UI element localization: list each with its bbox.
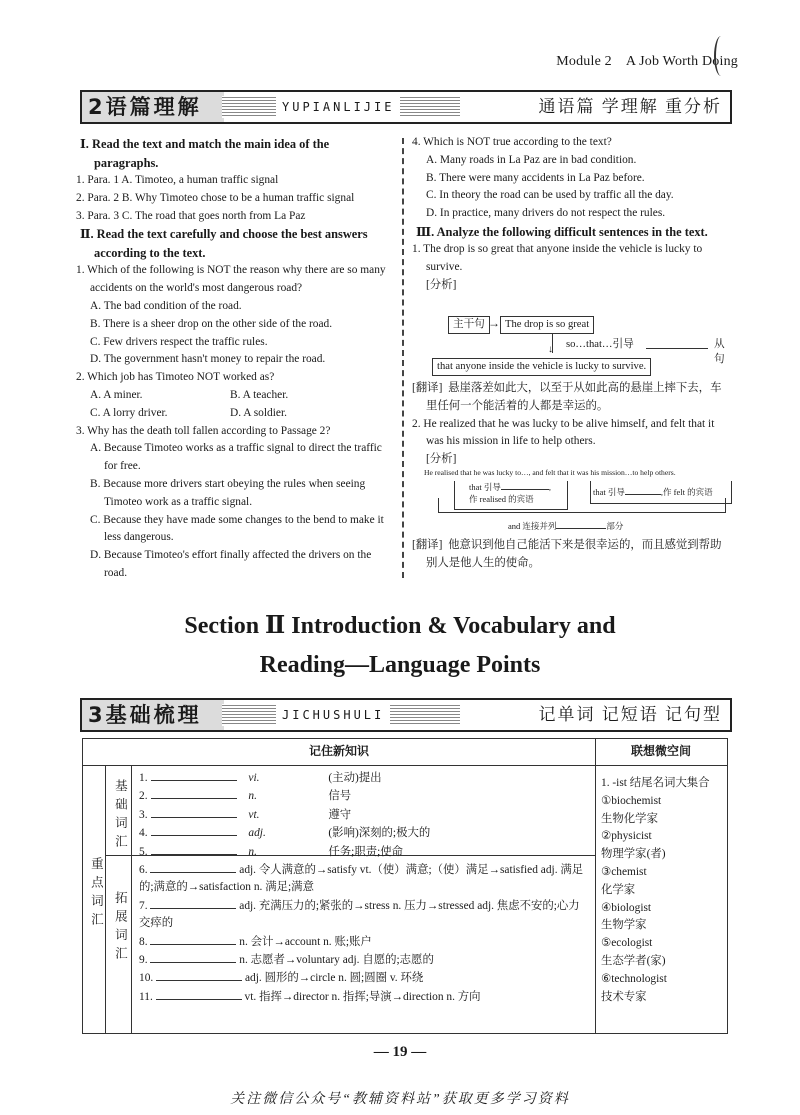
band-subtitle: 记单词 记短语 记句型 (474, 700, 730, 730)
vocab-row: 3. vt. 遵守 (139, 806, 589, 824)
section1-title: Ⅰ. Read the text and match the main idea of the paragraphs. (80, 137, 330, 170)
category-label-key-words: 重点词汇 (89, 857, 104, 931)
vocab-row: 10. adj. 圆形的→circle n. 圆;圆圈 v. 环绕 (139, 969, 589, 987)
running-header (556, 54, 738, 70)
section2-title: Ⅱ. Read the text carefully and choose the best answers according to the text. (80, 227, 368, 260)
table-divider (105, 765, 106, 1033)
table-head-left: 记住新知识 (308, 744, 369, 758)
vocab-row: 11. vt. 指挥→director n. 指挥;导演→direction n. 方向 (139, 988, 589, 1006)
option: C. In theory the road can be used by traffic all the day. (426, 189, 674, 202)
option: A. The bad condition of the road. (90, 299, 242, 312)
arrow-down-icon: ↓ (548, 344, 553, 355)
option: D. In practice, many drivers do not respect the rules. (426, 207, 666, 220)
association-title: 1. -ist 结尾名词大集合 (601, 777, 710, 789)
vocabulary-table (82, 738, 728, 1034)
fill-blank (646, 348, 708, 349)
question-3: 3. Why has the death toll fallen according to Passage 2? (76, 424, 331, 437)
vocab-row: 6. adj. 令人满意的→satisfy vt.（使）满意;（使）满足→satisfied adj. 满足的;满意的→satisfaction n. 满足;满意 (139, 861, 589, 897)
association-item: 生态学者(家) (601, 954, 666, 967)
translation-1: [翻译] 悬崖落差如此大，以至于从如此高的悬崖上摔下去，车里任何一个能活着的人都是幸运的。 (412, 382, 722, 412)
header-curve-decoration (714, 36, 728, 76)
column-divider (402, 138, 404, 578)
coordination-label: and 连接并列 部分 (508, 521, 624, 531)
category-label-basic: 基础词汇 (113, 779, 128, 853)
so-that-label: so…that…引导 (566, 339, 634, 350)
section-title-line-2: Reading—Language Points (259, 652, 541, 678)
option: A. A miner. (90, 388, 143, 401)
vocab-row: 8. n. 会计→account n. 账;账户 (139, 933, 589, 951)
analysis-tag: [分析] (426, 453, 457, 466)
question-4: 4. Which is NOT true according to the text? (412, 136, 612, 148)
band-title: 2语篇理解 (82, 92, 224, 122)
table-divider (595, 739, 596, 1033)
band-subtitle: 通语篇 学理解 重分析 (474, 92, 730, 122)
association-item: 物理学家(者) (601, 848, 666, 861)
option: D. A soldier. (230, 406, 287, 419)
association-item: 生物化学家 (601, 812, 658, 825)
question-1: 1. Which of the following is NOT the reason why there are so many accidents on the world's most dangerous road? (76, 264, 386, 295)
subordinate-clause-box: that anyone inside the vehicle is lucky to survive. (432, 358, 651, 376)
association-item: ⑤ecologist (601, 937, 653, 950)
page-number: — 19 — (373, 1044, 427, 1060)
option: C. Because they have made some changes to the bend to make it less dangerous. (90, 513, 384, 544)
association-item: ②physicist (601, 830, 652, 843)
translation-2: [翻译] 他意识到他自己能活下来是很幸运的，而且感觉到帮助别人是他人生的使命。 (412, 539, 722, 569)
option: A. Many roads in La Paz are in bad condition. (426, 153, 637, 166)
vocab-row: 4. adj. (影响)深刻的;极大的 (139, 824, 589, 842)
option: C. Few drivers respect the traffic rules. (90, 335, 268, 348)
right-column (412, 134, 728, 295)
match-item: 3. Para. 3 C. The road that goes north from La Paz (76, 209, 306, 222)
association-item: ⑥technologist (601, 972, 667, 985)
question-2: 2. Which job has Timoteo NOT worked as? (76, 371, 275, 384)
association-item: ③chemist (601, 865, 647, 878)
object-clause-box-2: that 引导 ,作 felt 的宾语 (590, 481, 732, 504)
footer-note: 关注微信公众号“教辅资料站”获取更多学习资料 (230, 1092, 570, 1107)
main-clause-label: 主干句 (448, 316, 490, 334)
association-item: 化学家 (601, 883, 636, 896)
band-title: 3基础梳理 (82, 700, 224, 730)
option: B. Because more drivers start obeying the rules when seeing Timoteo work as a traffic signal. (90, 477, 366, 508)
vocab-row: 5. n. 任务;职责;使命 (139, 843, 589, 861)
vocab-row: 2. n. 信号 (139, 787, 589, 805)
category-label-extended: 拓展词汇 (113, 891, 128, 965)
coordination-bracket (438, 498, 726, 513)
main-clause-box: The drop is so great (500, 316, 594, 334)
left-column (76, 135, 392, 583)
right-column-lower (412, 380, 728, 469)
table-head-right: 联想微空间 (630, 744, 691, 758)
option: A. Because Timoteo works as a traffic signal to direct the traffic for free. (90, 442, 382, 473)
option: D. The government hasn't money to repair the road. (90, 353, 326, 366)
table-divider (131, 765, 132, 1033)
sentence-diagram-2 (424, 468, 728, 540)
association-item: ①biochemist (601, 794, 662, 807)
option: D. Because Timoteo's effort finally affected the drivers on the road. (90, 549, 372, 579)
extended-vocab-list (139, 861, 589, 1006)
option: B. A teacher. (230, 388, 289, 401)
association-item: 技术专家 (601, 990, 647, 1003)
band-pinyin: YUPIANLIJIE (222, 96, 460, 118)
analysis-tag: [分析] (426, 279, 457, 292)
option: B. There were many accidents in La Paz before. (426, 171, 645, 184)
option: B. There is a sheer drop on the other side of the road. (90, 317, 333, 330)
section-band-basics (80, 698, 732, 732)
object-clause-box-1: that 引导 , 作 realised 的宾语 (454, 481, 568, 510)
module-label: Module 2 (556, 54, 612, 69)
section-band-reading (80, 90, 732, 124)
analyzed-sentence: He realised that he was lucky to…, and felt that it was his mission…to help others. (424, 468, 676, 477)
section3-title: Ⅲ. Analyze the following difficult sentences in the text. (416, 224, 708, 239)
vocab-row: 1. vi. (主动)提出 (139, 769, 589, 787)
module-title: A Job Worth Doing (625, 54, 738, 69)
association-item: 生物学家 (601, 919, 647, 932)
difficult-sentence-2: 2. He realized that he was lucky to be alive himself, and felt that it was his mission in life to help others. (412, 417, 715, 448)
band-pinyin: JICHUSHULI (222, 704, 460, 726)
association-list (601, 775, 723, 1006)
vocab-row: 9. n. 志愿者→voluntary adj. 自愿的;志愿的 (139, 951, 589, 969)
match-item: 2. Para. 2 B. Why Timoteo chose to be a human traffic signal (76, 191, 355, 204)
clause-type-label: 从句 (714, 339, 725, 365)
difficult-sentence-1: 1. The drop is so great that anyone inside the vehicle is lucky to survive. (412, 243, 703, 274)
match-item: 1. Para. 1 A. Timoteo, a human traffic signal (76, 174, 279, 186)
basic-vocab-list (139, 769, 589, 861)
section-title-line-1: Section Ⅱ Introduction & Vocabulary and (184, 613, 616, 639)
option: C. A lorry driver. (90, 406, 168, 419)
vocab-row: 7. adj. 充满压力的;紧张的→stress n. 压力→stressed adj. 焦虑不安的;心力交瘁的 (139, 897, 589, 933)
arrow-right-icon: → (488, 316, 500, 330)
association-item: ④biologist (601, 901, 652, 914)
